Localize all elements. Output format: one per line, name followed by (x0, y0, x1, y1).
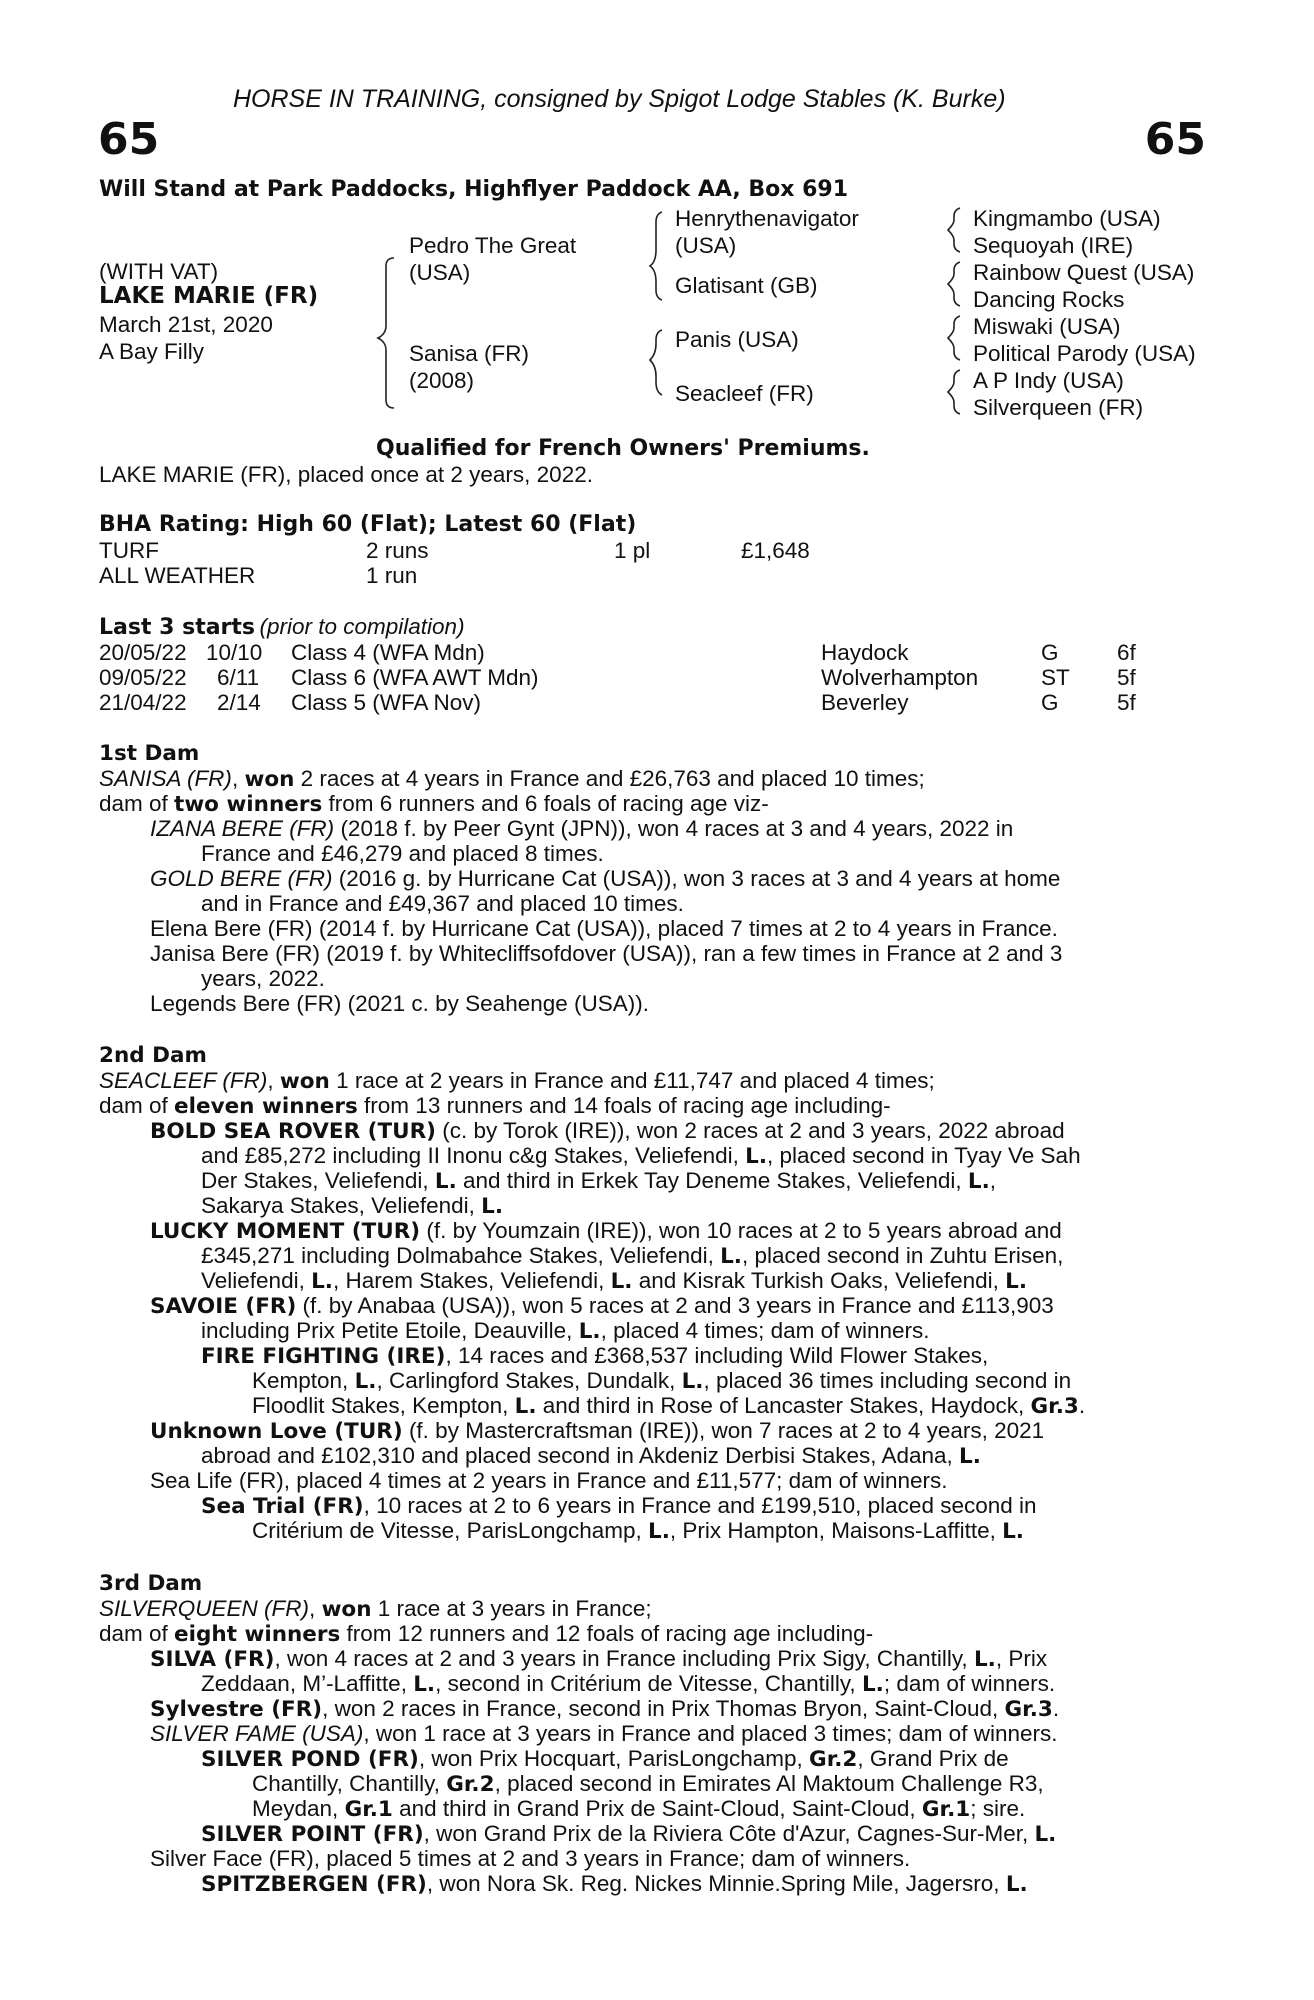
grade-label: Gr.3 (1004, 1697, 1053, 1722)
grand-ancestor: Dancing Rocks (973, 287, 1125, 312)
race-summary: LAKE MARIE (FR), placed once at 2 years, 2022. (99, 462, 593, 487)
grade-label: L. (434, 1169, 457, 1194)
progeny-text: Silver Face (FR), placed 5 times at 2 and 3 years in France; dam of winners. (150, 1846, 911, 1871)
progeny-text: . (1052, 1696, 1060, 1721)
progeny-name: Sylvestre (FR) (150, 1697, 323, 1722)
produce-record: (2016 g. by Hurricane Cat (USA)), won 3 races at 3 and 4 years at home (332, 866, 1061, 891)
stand-location: Will Stand at Park Paddocks, Highflyer Paddock AA, Box 691 (99, 177, 849, 202)
progeny-text: , second in Critérium de Vitesse, Chantilly, (435, 1671, 862, 1696)
progeny-text: , won 4 races at 2 and 3 years in France including Prix Sigy, Chantilly, (274, 1646, 974, 1671)
progeny-text: , 14 races and £368,537 including Wild Flower Stakes, (445, 1343, 989, 1368)
grand-ancestor: Rainbow Quest (USA) (973, 260, 1195, 285)
progeny-name: FIRE FIGHTING (IRE) (201, 1344, 446, 1369)
grade-label: L. (967, 1169, 990, 1194)
produce-name: Janisa Bere (FR) (150, 941, 321, 966)
produce-record: (2019 f. by Whitecliffsofdover (USA)), ran a few times in France at 2 and 3 (320, 941, 1063, 966)
progeny-text: (f. by Anabaa (USA)), won 5 races at 2 and 3 years in France and £113,903 (296, 1293, 1054, 1318)
progeny-text: , (989, 1168, 997, 1193)
record-text: 1 race at 3 years in France; (371, 1596, 652, 1621)
rating-runs: 2 runs (366, 538, 429, 563)
vat-note: (WITH VAT) (99, 259, 219, 284)
progeny-line (201, 1871, 1028, 1897)
progeny-line (252, 1393, 1085, 1419)
produce-entry-cont: years, 2022. (201, 966, 325, 991)
start-going: ST (1041, 665, 1070, 690)
third-dam-record (99, 1596, 652, 1622)
won-label: won (321, 1597, 372, 1622)
produce-entry (150, 991, 649, 1016)
lot-number-left: 65 (98, 114, 160, 165)
progeny-text: . (1078, 1393, 1086, 1418)
start-race: Class 6 (WFA AWT Mdn) (291, 665, 539, 690)
text: dam of (99, 1093, 175, 1118)
progeny-text: and third in Rose of Lancaster Stakes, Haydock, (536, 1393, 1031, 1418)
horse-foaled: March 21st, 2020 (99, 312, 273, 337)
first-dam-record (99, 766, 925, 792)
progeny-line (150, 1696, 1059, 1722)
text: from 12 runners and 12 foals of racing age including- (340, 1621, 874, 1646)
progeny-text: and £85,272 including II Inonu c&g Stakes, Veliefendi, (201, 1143, 746, 1168)
grade-label: Gr.1 (921, 1797, 971, 1822)
text: from 13 runners and 14 foals of racing age including- (357, 1093, 891, 1118)
grand-ancestor: Miswaki (USA) (973, 314, 1121, 339)
progeny-text: including Prix Petite Etoile, Deauville, (201, 1318, 579, 1343)
grade-label: L. (648, 1519, 670, 1544)
progeny-text: Kempton, (252, 1368, 355, 1393)
start-distance: 5f (1117, 665, 1136, 690)
progeny-text: and third in Erkek Tay Deneme Stakes, Veliefendi, (456, 1168, 968, 1193)
start-course: Beverley (821, 690, 909, 715)
dam-name: SEACLEEF (FR) (99, 1068, 268, 1093)
progeny-text: , placed second in Tyay Ve Sah (767, 1143, 1081, 1168)
grade-label: L. (610, 1269, 633, 1294)
rating-places: 1 pl (614, 538, 651, 563)
produce-entry (150, 816, 1013, 841)
progeny-line (150, 1646, 1047, 1672)
progeny-name: Unknown Love (TUR) (150, 1419, 403, 1444)
sire-country: (USA) (409, 260, 471, 285)
progeny-text: , won Nora Sk. Reg. Nickes Minnie.Spring Mile, Jagersro, (426, 1871, 1006, 1896)
progeny-line (201, 1268, 1027, 1294)
grand-ancestor: Kingmambo (USA) (973, 206, 1161, 231)
grade-label: L. (578, 1319, 601, 1344)
progeny-text: , won Grand Prix de la Riviera Côte d'Azur, Cagnes-Sur-Mer, (423, 1821, 1035, 1846)
grade-label: L. (959, 1444, 981, 1469)
produce-entry (150, 916, 1058, 941)
progeny-line (201, 1193, 503, 1219)
progeny-text: (c. by Torok (IRE)), won 2 races at 2 and 3 years, 2022 abroad (435, 1118, 1065, 1143)
start-race: Class 5 (WFA Nov) (291, 690, 482, 715)
progeny-text: , Carlingford Stakes, Dundalk, (376, 1368, 682, 1393)
progeny-line (201, 1318, 929, 1344)
progeny-line (150, 1293, 1054, 1319)
grade-label: L. (973, 1647, 996, 1672)
start-race: Class 4 (WFA Mdn) (291, 640, 485, 665)
produce-name: IZANA BERE (FR) (150, 816, 335, 841)
text: dam of (99, 1621, 175, 1646)
start-going: G (1041, 690, 1059, 715)
progeny-line (150, 1418, 1044, 1444)
grade-label: L. (413, 1672, 436, 1697)
sires-sire: Henrythenavigator (675, 206, 859, 231)
start-position: 10/10 (206, 640, 263, 665)
produce-entry (150, 941, 1062, 966)
start-going: G (1041, 640, 1059, 665)
progeny-text: Der Stakes, Veliefendi, (201, 1168, 435, 1193)
third-dam-produce (99, 1621, 873, 1647)
start-distance: 6f (1117, 640, 1136, 665)
horse-description: A Bay Filly (99, 339, 205, 364)
progeny-line (201, 1746, 1009, 1772)
progeny-text: Floodlit Stakes, Kempton, (252, 1393, 515, 1418)
grade-label: L. (745, 1144, 768, 1169)
record-text: 1 race at 2 years in France and £11,747 and placed 4 times; (329, 1068, 935, 1093)
progeny-line (201, 1821, 1056, 1847)
progeny-text: , placed second in Emirates Al Maktoum Challenge R3, (494, 1771, 1044, 1796)
grand-ancestor: A P Indy (USA) (973, 368, 1124, 393)
progeny-text: abroad and £102,310 and placed second in Akdeniz Derbisi Stakes, Adana, (201, 1443, 960, 1468)
separator: , (309, 1596, 322, 1621)
progeny-line (150, 1721, 1058, 1746)
dam-year: (2008) (409, 368, 475, 393)
progeny-line (150, 1118, 1065, 1144)
produce-entry (150, 866, 1060, 891)
progeny-line (150, 1218, 1062, 1244)
progeny-line (201, 1493, 1037, 1519)
progeny-text: Critérium de Vitesse, ParisLongchamp, (252, 1518, 649, 1543)
produce-record: (2018 f. by Peer Gynt (JPN)), won 4 races at 3 and 4 years, 2022 in (334, 816, 1014, 841)
progeny-text: Sakarya Stakes, Veliefendi, (201, 1193, 482, 1218)
produce-record: (2014 f. by Hurricane Cat (USA)), placed 7 times at 2 to 4 years in France. (312, 916, 1058, 941)
last-starts-note: (prior to compilation) (259, 614, 465, 639)
second-dam-heading: 2nd Dam (99, 1043, 207, 1068)
lot-number-right: 65 (1144, 114, 1206, 165)
progeny-line (150, 1468, 948, 1493)
dam-name: SILVERQUEEN (FR) (99, 1596, 310, 1621)
dam-name: Sanisa (FR) (409, 341, 530, 366)
start-position: 6/11 (217, 665, 260, 690)
progeny-text: Zeddaan, M’-Laffitte, (201, 1671, 414, 1696)
rating-runs: 1 run (366, 563, 418, 588)
separator: , (267, 1068, 280, 1093)
start-date: 09/05/22 (99, 665, 187, 690)
start-date: 21/04/22 (99, 690, 187, 715)
start-course: Wolverhampton (821, 665, 979, 690)
first-dam-heading: 1st Dam (99, 741, 200, 766)
grand-ancestor: Silverqueen (FR) (973, 395, 1144, 420)
rating-surface: TURF (99, 538, 159, 563)
progeny-text: , placed 4 times; dam of winners. (600, 1318, 930, 1343)
second-dam-record (99, 1068, 935, 1094)
produce-record: (2021 c. by Seahenge (USA)). (341, 991, 650, 1016)
progeny-line (252, 1368, 1071, 1394)
rating-earnings: £1,648 (741, 538, 810, 563)
grade-label: L. (681, 1369, 704, 1394)
start-distance: 5f (1117, 690, 1136, 715)
progeny-text: ; sire. (970, 1796, 1026, 1821)
header-title: HORSE IN TRAINING, consigned by Spigot Lodge Stables (K. Burke) (233, 85, 1006, 113)
dams-sire: Panis (USA) (675, 327, 799, 352)
grade-label: L. (861, 1672, 884, 1697)
grade-label: Gr.3 (1030, 1394, 1079, 1419)
progeny-text: and Kisrak Turkish Oaks, Veliefendi, (632, 1268, 1006, 1293)
progeny-text: , Grand Prix de (857, 1746, 1009, 1771)
produce-name: Elena Bere (FR) (150, 916, 313, 941)
grand-ancestor: Political Parody (USA) (973, 341, 1196, 366)
grade-label: Gr.2 (446, 1772, 495, 1797)
grade-label: Gr.1 (344, 1797, 393, 1822)
won-label: won (244, 767, 295, 792)
progeny-line (252, 1771, 1044, 1797)
produce-name: GOLD BERE (FR) (150, 866, 333, 891)
sires-dam: Glatisant (GB) (675, 273, 818, 298)
dam-name: SANISA (FR) (99, 766, 232, 791)
progeny-line (201, 1443, 981, 1469)
grade-label: L. (514, 1394, 537, 1419)
progeny-line (201, 1343, 988, 1369)
first-dam-produce (99, 791, 769, 817)
progeny-line (252, 1518, 1024, 1544)
progeny-text: , placed 36 times including second in (703, 1368, 1072, 1393)
progeny-name: SILVA (FR) (150, 1647, 275, 1672)
winners-count: eight winners (174, 1622, 341, 1647)
grade-label: L. (354, 1369, 377, 1394)
grade-label: L. (720, 1244, 742, 1269)
winners-count: two winners (174, 792, 323, 817)
progeny-name: Sea Trial (FR) (201, 1494, 364, 1519)
bha-rating: BHA Rating: High 60 (Flat); Latest 60 (Flat) (99, 512, 637, 537)
winners-count: eleven winners (174, 1094, 358, 1119)
dams-dam: Seacleef (FR) (675, 381, 814, 406)
third-dam-heading: 3rd Dam (99, 1571, 203, 1596)
grade-label: Gr.2 (809, 1747, 858, 1772)
progeny-text: (f. by Mastercraftsman (IRE)), won 7 races at 2 to 4 years, 2021 (402, 1418, 1045, 1443)
progeny-name: SILVER FAME (USA) (150, 1721, 364, 1746)
progeny-line (201, 1671, 1055, 1697)
progeny-line (252, 1796, 1025, 1822)
horse-name: LAKE MARIE (FR) (99, 283, 319, 309)
progeny-text: (f. by Youmzain (IRE)), won 10 races at 2 to 5 years abroad and (420, 1218, 1062, 1243)
progeny-text: Veliefendi, (201, 1268, 312, 1293)
last-starts-title: Last 3 starts (99, 615, 256, 640)
progeny-text: Chantilly, Chantilly, (252, 1771, 447, 1796)
won-label: won (279, 1069, 330, 1094)
rating-surface: ALL WEATHER (99, 563, 256, 588)
progeny-name: SPITZBERGEN (FR) (201, 1872, 427, 1897)
record-text: 2 races at 4 years in France and £26,763 and placed 10 times; (294, 766, 925, 791)
second-dam-produce (99, 1093, 891, 1119)
produce-entry-cont: and in France and £49,367 and placed 10 times. (201, 891, 684, 916)
grade-label: L. (1005, 1269, 1028, 1294)
progeny-text: , 10 races at 2 to 6 years in France and £199,510, placed second in (363, 1493, 1037, 1518)
sires-sire-country: (USA) (675, 233, 737, 258)
progeny-text: , Prix Hampton, Maisons-Laffitte, (669, 1518, 1003, 1543)
progeny-name: SILVER POND (FR) (201, 1747, 419, 1772)
grade-label: L. (311, 1269, 333, 1294)
progeny-line (201, 1243, 1063, 1269)
progeny-name: BOLD SEA ROVER (TUR) (150, 1119, 436, 1144)
sire-name: Pedro The Great (409, 233, 577, 258)
start-position: 2/14 (217, 690, 261, 715)
progeny-line (201, 1168, 996, 1194)
progeny-text: £345,271 including Dolmabahce Stakes, Veliefendi, (201, 1243, 721, 1268)
progeny-name: SILVER POINT (FR) (201, 1822, 424, 1847)
produce-name: Legends Bere (FR) (150, 991, 342, 1016)
premiums-note: Qualified for French Owners' Premiums. (376, 436, 870, 461)
progeny-line (150, 1846, 910, 1871)
text: dam of (99, 791, 175, 816)
progeny-text: and third in Grand Prix de Saint-Cloud, Saint-Cloud, (392, 1796, 922, 1821)
progeny-text: ; dam of winners. (883, 1671, 1056, 1696)
progeny-text: , won 1 race at 3 years in France and placed 3 times; dam of winners. (363, 1721, 1058, 1746)
produce-entry-cont: France and £46,279 and placed 8 times. (201, 841, 604, 866)
progeny-text: , Prix (995, 1646, 1048, 1671)
grade-label: L. (1002, 1519, 1024, 1544)
separator: , (231, 766, 245, 791)
start-course: Haydock (821, 640, 909, 665)
grade-label: L. (1034, 1822, 1057, 1847)
progeny-text: Meydan, (252, 1796, 345, 1821)
progeny-text: , won Prix Hocquart, ParisLongchamp, (418, 1746, 810, 1771)
grand-ancestor: Sequoyah (IRE) (973, 233, 1134, 258)
progeny-line (201, 1143, 1081, 1169)
progeny-text: , Harem Stakes, Veliefendi, (332, 1268, 611, 1293)
progeny-text: , placed second in Zuhtu Erisen, (741, 1243, 1064, 1268)
progeny-text: Sea Life (FR), placed 4 times at 2 years in France and £11,577; dam of winners. (150, 1468, 948, 1493)
grade-label: L. (1005, 1872, 1028, 1897)
start-date: 20/05/22 (99, 640, 187, 665)
text: from 6 runners and 6 foals of racing age viz- (322, 791, 769, 816)
progeny-name: SAVOIE (FR) (150, 1294, 297, 1319)
progeny-name: LUCKY MOMENT (TUR) (150, 1219, 421, 1244)
last-starts-heading (99, 614, 465, 640)
progeny-text: , won 2 races in France, second in Prix Thomas Bryon, Saint-Cloud, (322, 1696, 1005, 1721)
grade-label: L. (481, 1194, 504, 1219)
